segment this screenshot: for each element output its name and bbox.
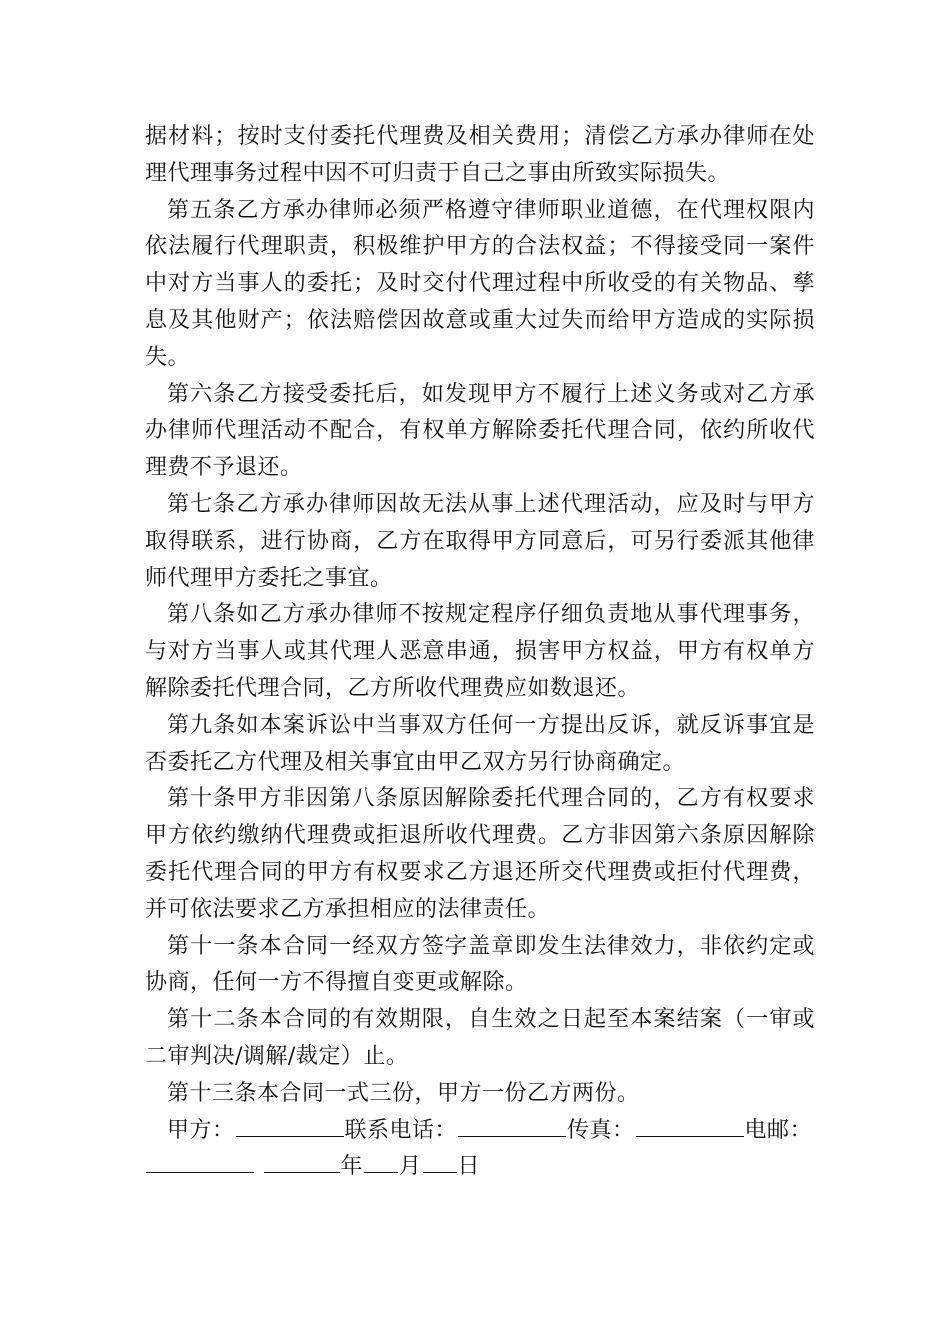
phone-label: 联系电话：	[344, 1117, 458, 1143]
fax-label: 传真：	[567, 1117, 635, 1143]
clause-12: 第十二条本合同的有效期限，自生效之日起至本案结案（一审或二审判决/调解/裁定）止。	[145, 1007, 815, 1069]
email-blank	[146, 1150, 254, 1173]
clause-6: 第六条乙方接受委托后，如发现甲方不履行上述义务或对乙方承办律师代理活动不配合，有权单方解除委托代理合同，依约所收代理费不予退还。	[145, 381, 815, 481]
day-blank	[423, 1150, 457, 1173]
clause-11: 第十一条本合同一经双方签字盖章即发生法律效力，非依约定或协商，任何一方不得擅自变更或解除。	[145, 933, 815, 996]
month-blank	[364, 1150, 398, 1173]
date-line	[145, 1149, 815, 1186]
document-body	[145, 119, 815, 1186]
clause-9: 第九条如本案诉讼中当事双方任何一方提出反诉，就反诉事宜是否委托乙方代理及相关事宜由甲乙双方另行协商确定。	[145, 712, 815, 775]
clause-13: 第十三条本合同一式三份，甲方一份乙方两份。	[167, 1080, 640, 1106]
clause-7: 第七条乙方承办律师因故无法从事上述代理活动，应及时与甲方取得联系，进行协商，乙方在取得甲方同意后，可另行委派其他律师代理甲方委托之事宜。	[145, 491, 815, 591]
month-label: 月	[399, 1154, 422, 1180]
fax-blank	[636, 1114, 744, 1137]
year-blank	[264, 1150, 340, 1173]
party-a-blank	[236, 1114, 344, 1137]
clause-5: 第五条乙方承办律师必须严格遵守律师职业道德，在代理权限内依法履行代理职责，积极维护甲方的合法权益；不得接受同一案件中对方当事人的委托；及时交付代理过程中所收受的有关物品、孳息及其他财产；依法赔偿因故意或重大过失而给甲方造成的实际损失。	[145, 197, 815, 370]
paragraph-continuation: 据材料；按时支付委托代理费及相关费用；清偿乙方承办律师在处理代理事务过程中因不可归责于自己之事由所致实际损失。	[145, 124, 815, 186]
year-label: 年	[340, 1154, 364, 1180]
party-a-label: 甲方：	[167, 1117, 235, 1143]
day-label: 日	[457, 1154, 481, 1180]
clause-10: 第十条甲方非因第八条原因解除委托代理合同的，乙方有权要求甲方依约缴纳代理费或拒退所收代理费。乙方非因第六条原因解除委托代理合同的甲方有权要求乙方退还所交代理费或拒付代理费，并可依法要求乙方承担相应的法律责任。	[145, 786, 815, 922]
clause-8: 第八条如乙方承办律师不按规定程序仔细负责地从事代理事务，与对方当事人或其代理人恶意串通，损害甲方权益，甲方有权单方解除委托代理合同，乙方所收代理费应如数退还。	[145, 602, 815, 701]
phone-blank	[458, 1114, 566, 1137]
signature-line	[145, 1113, 815, 1150]
email-label: 电邮：	[744, 1117, 813, 1143]
